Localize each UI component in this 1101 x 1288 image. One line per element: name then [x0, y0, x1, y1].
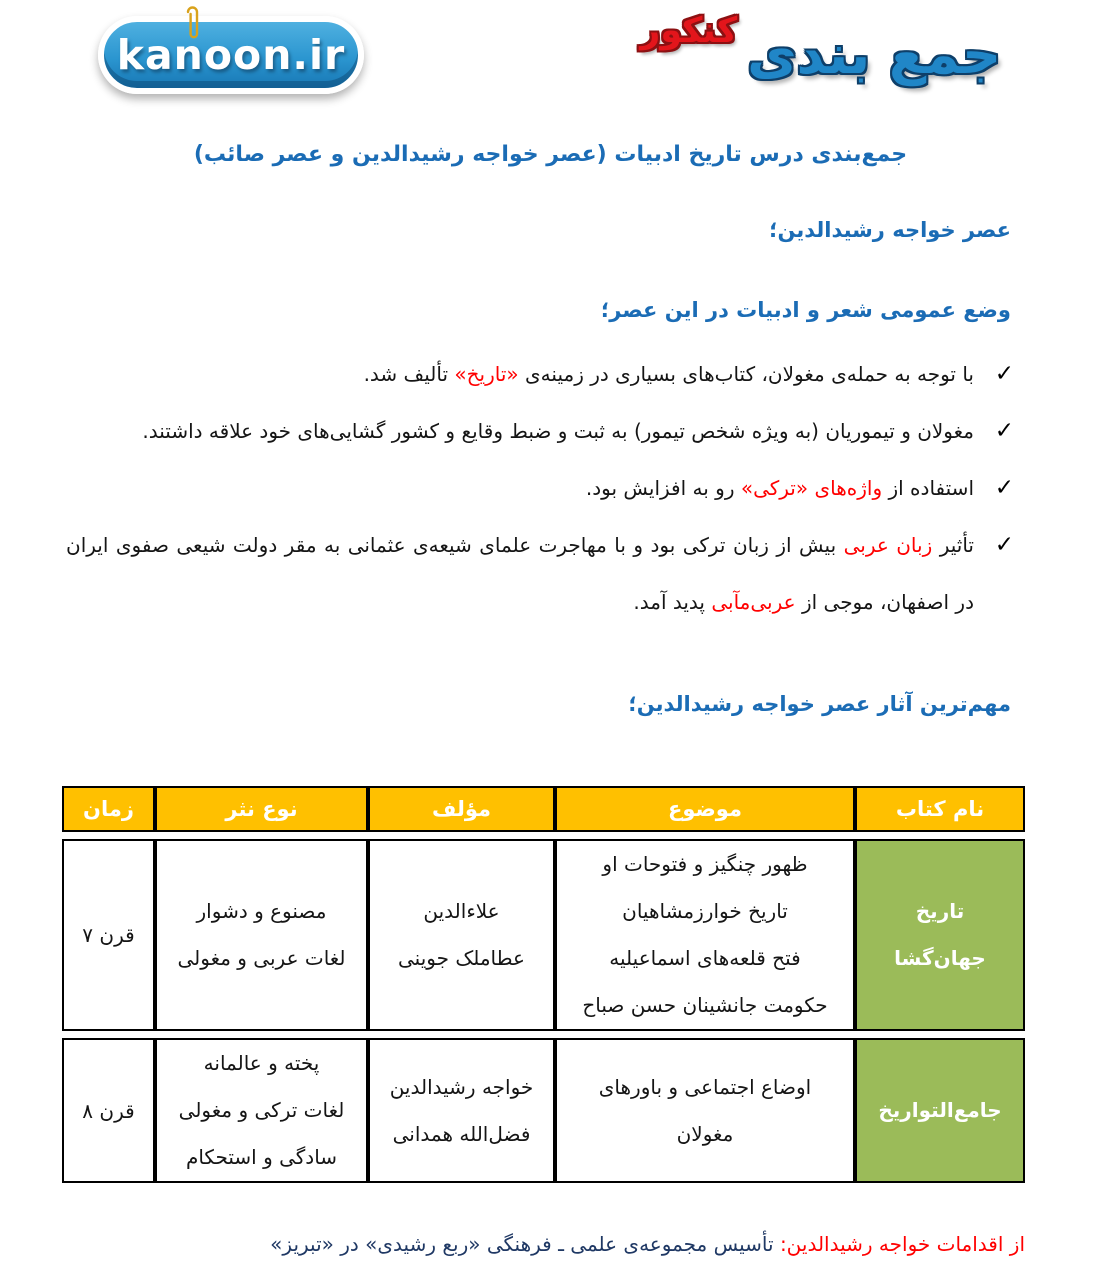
author-cell: [368, 839, 555, 1031]
kanoon-logo: [98, 16, 364, 94]
cell-line: خواجه رشیدالدین: [389, 1074, 534, 1099]
bullet-list: [66, 346, 1016, 631]
column-header-topic: موضوع: [555, 786, 855, 832]
checkmark-icon: ✓: [994, 361, 1014, 387]
column-header-book-name: نام کتاب: [855, 786, 1025, 832]
bullet-item: [66, 517, 1016, 631]
cell-line: جهان‌گشا: [894, 946, 986, 970]
table-row: [62, 839, 1025, 1031]
konkur-logo-red-text: کنکور: [640, 11, 738, 51]
checkmark-icon: ✓: [994, 475, 1014, 501]
heading-important-works: مهم‌ترین آثار عصر خواجه رشیدالدین؛: [628, 692, 1011, 716]
works-table: [62, 779, 1025, 1190]
cell-line: جامع‌التواریخ: [878, 1098, 1002, 1122]
konkur-logo-blue-text: جمع بندی: [747, 23, 1001, 86]
cell-line: حکومت جانشینان حسن صباح: [582, 993, 828, 1017]
cell-line: پخته و عالمانه: [203, 1051, 320, 1075]
column-header-prose-type: نوع نثر: [155, 786, 368, 832]
bullet-item: [66, 403, 1016, 460]
heading-era: عصر خواجه رشیدالدین؛: [769, 218, 1011, 242]
bullet-text-highlight: عربی‌مآبی: [711, 590, 796, 614]
cell-line: عطاملک جوینی: [398, 946, 525, 970]
cell-line: لغات عربی و مغولی: [177, 946, 346, 970]
heading-general-state: وضع عمومی شعر و ادبیات در این عصر؛: [600, 298, 1011, 322]
kanoon-logo-text: kanoon.ir: [116, 31, 346, 79]
prose-type-cell: [155, 1038, 368, 1183]
footer-note: [270, 1232, 1025, 1256]
checkmark-icon: ✓: [994, 418, 1014, 444]
page-title: جمع‌بندی درس تاریخ ادبیات (عصر خواجه رشیدالدین و عصر صائب): [193, 142, 908, 167]
paperclip-icon: [182, 2, 202, 44]
topic-cell: [555, 839, 855, 1031]
bullet-item: [66, 460, 1016, 517]
book-name-cell: [855, 839, 1025, 1031]
table-row: [62, 1038, 1025, 1183]
bullet-text: رو به افزایش بود.: [585, 476, 741, 500]
bullet-text-highlight: واژه‌های «ترکی»: [740, 476, 883, 500]
bullet-text: تألیف شد.: [363, 362, 455, 386]
cell-line: علاءالدین: [423, 899, 500, 923]
cell-line: فضل‌الله همدانی: [392, 1121, 531, 1146]
footer-note-label: از اقدامات خواجه رشیدالدین:: [779, 1232, 1025, 1256]
bullet-text: استفاده از: [882, 476, 974, 500]
bullet-item: [66, 346, 1016, 403]
cell-line: ظهور چنگیز و فتوحات او: [602, 852, 808, 876]
book-name-cell: [855, 1038, 1025, 1183]
bullet-text: بیش از زبان ترکی بود و با مهاجرت علمای شیعه‌ی عثمانی به مقر دولت شیعی صفوی ایران در اصفهان، موجی از: [66, 533, 974, 614]
cell-line: تاریخ: [915, 899, 965, 923]
bullet-text: تأثیر: [932, 533, 974, 557]
cell-line: اوضاع اجتماعی و باورهای: [598, 1074, 812, 1099]
cell-line: سادگی و استحکام: [185, 1145, 338, 1169]
time-cell: قرن ۷: [62, 839, 155, 1031]
cell-line: مصنوع و دشوار: [196, 899, 327, 923]
column-header-time: زمان: [62, 786, 155, 832]
bullet-text: مغولان و تیموریان (به ویژه شخص تیمور) به ثبت و ضبط وقایع و کشور گشایی‌های خود علاقه داشتند.: [142, 419, 974, 443]
topic-cell: [555, 1038, 855, 1183]
prose-type-cell: [155, 839, 368, 1031]
table-header-row: [62, 786, 1025, 832]
bullet-text: پدید آمد.: [633, 590, 712, 614]
checkmark-icon: ✓: [994, 532, 1014, 558]
time-cell: قرن ۸: [62, 1038, 155, 1183]
bullet-text-highlight: «تاریخ»: [454, 362, 519, 386]
bullet-text-highlight: زبان عربی: [843, 533, 933, 557]
author-cell: [368, 1038, 555, 1183]
cell-line: مغولان: [676, 1121, 734, 1146]
footer-note-text: تأسیس مجموعه‌ی علمی ـ فرهنگی «ربع رشیدی» در «تبریز»: [270, 1232, 780, 1256]
konkur-logo: [640, 11, 1001, 86]
column-header-author: مؤلف: [368, 786, 555, 832]
cell-line: فتح قلعه‌های اسماعیلیه: [609, 946, 801, 970]
cell-line: تاریخ خوارزمشاهیان: [622, 899, 788, 923]
cell-line: لغات ترکی و مغولی: [178, 1098, 345, 1122]
bullet-text: با توجه به حمله‌ی مغولان، کتاب‌های بسیاری در زمینه‌ی: [518, 362, 974, 386]
